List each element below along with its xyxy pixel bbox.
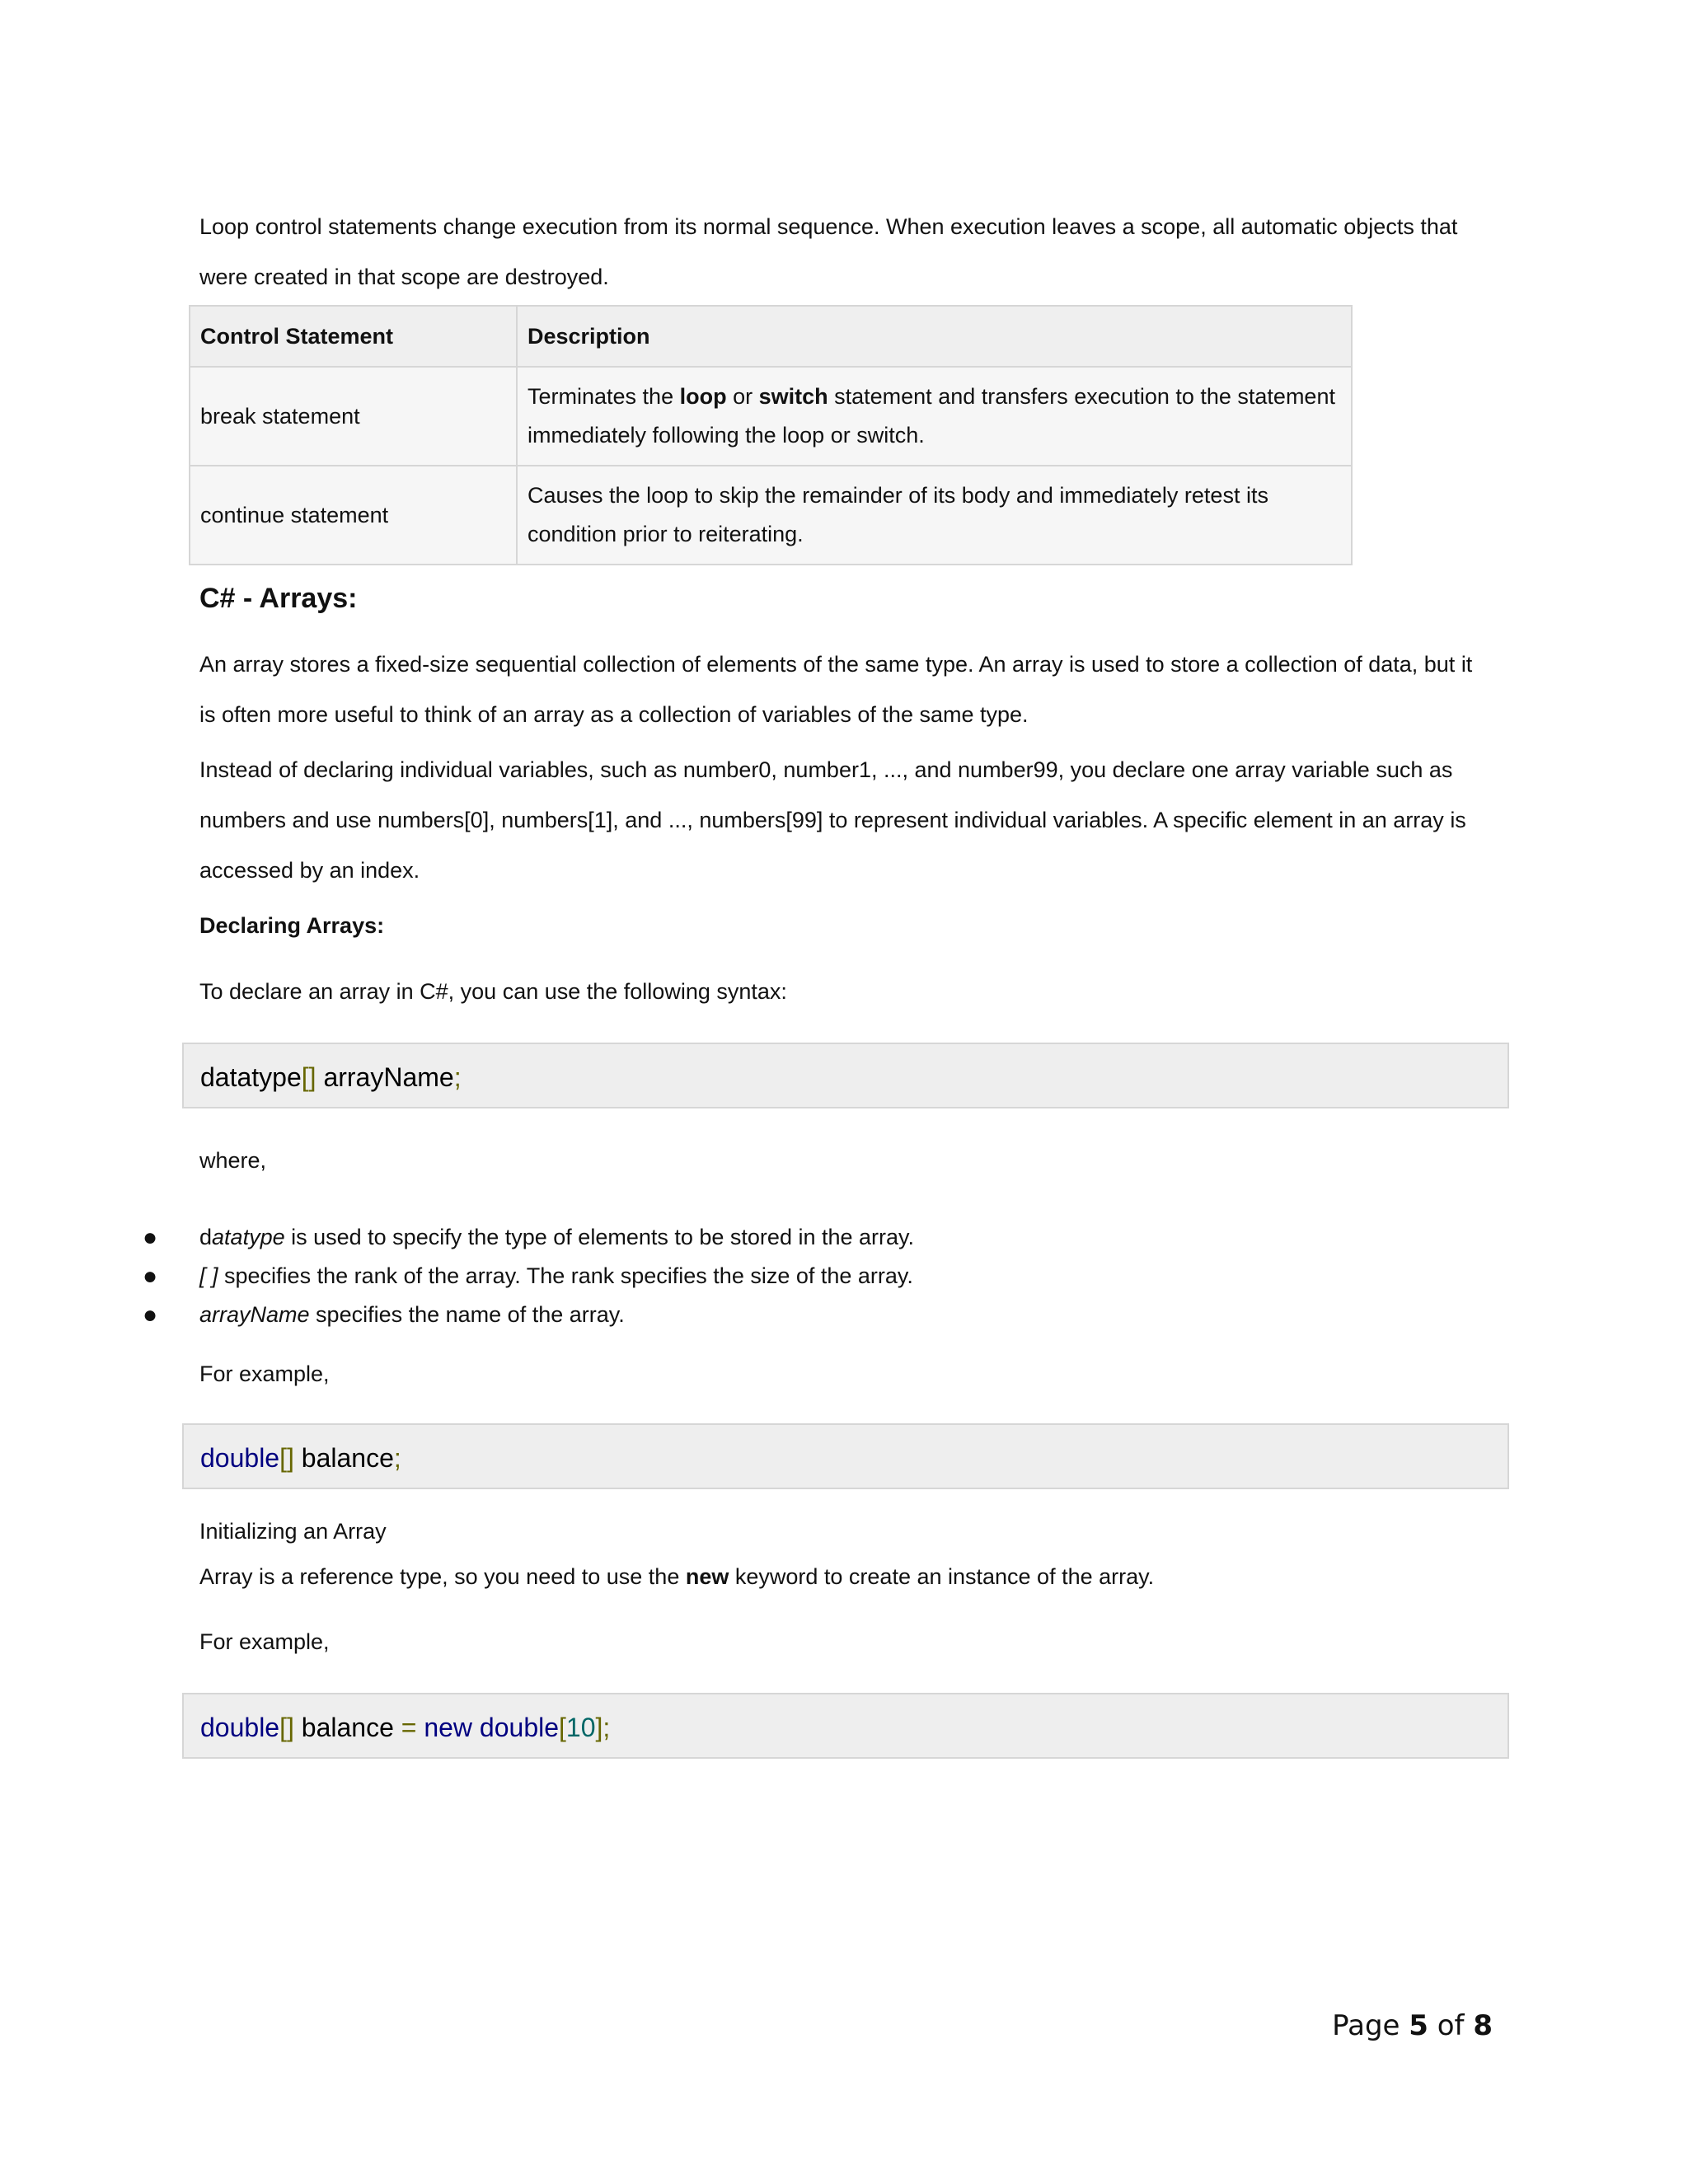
paragraph-line: Instead of declaring individual variables, such as number0, number1, ..., and number99, you declare one array variable such as <box>199 757 1453 782</box>
arrays-paragraph-2 <box>199 745 1485 896</box>
desc-text: or <box>726 384 759 409</box>
bullet-icon: ● <box>142 1301 158 1329</box>
arrays-paragraph-1 <box>199 640 1485 740</box>
list-item <box>142 1296 914 1334</box>
code-token: balance <box>293 1443 394 1473</box>
subheading-declaring-arrays: Declaring Arrays: <box>199 913 385 938</box>
keyword-new: new <box>685 1564 729 1589</box>
paragraph-line: An array stores a fixed-size sequential collection of elements of the same type. An array is used to store a collection of data, but it <box>199 652 1473 677</box>
column-header-control-statement: Control Statement <box>190 306 517 367</box>
description-cell <box>517 367 1352 466</box>
code-token: double <box>200 1443 280 1473</box>
subheading-initializing-array: Initializing an Array <box>199 1519 387 1544</box>
page-number-footer <box>1332 2009 1493 2042</box>
desc-text: Terminates the <box>528 384 680 409</box>
bullet-icon: ● <box>142 1224 158 1251</box>
code-token: balance <box>293 1713 401 1742</box>
for-example-text: For example, <box>199 1361 330 1386</box>
paragraph-text: Array is a reference type, so you need to use the <box>199 1564 686 1589</box>
code-token: ; <box>393 1443 401 1473</box>
table-row <box>190 466 1352 565</box>
bullet-italic: arrayName <box>199 1302 310 1327</box>
desc-bold-loop: loop <box>679 384 727 409</box>
bullet-text: d <box>199 1225 213 1249</box>
code-block-example-init <box>182 1693 1509 1759</box>
code-token: arrayName <box>316 1062 454 1092</box>
code-block-syntax <box>182 1043 1509 1108</box>
bullet-icon: ● <box>142 1263 158 1290</box>
intro-line-1: Loop control statements change execution from its normal sequence. When execution leaves a scope, all automatic objects that <box>199 214 1458 239</box>
initializing-text <box>199 1560 1154 1593</box>
bullet-italic: [ ] <box>199 1263 218 1288</box>
table-row <box>190 367 1352 466</box>
list-item <box>142 1257 914 1296</box>
table-header-row <box>190 306 1352 367</box>
intro-line-2: were created in that scope are destroyed. <box>199 265 609 289</box>
desc-text: condition prior to reiterating. <box>528 522 804 546</box>
footer-text: of <box>1428 2009 1474 2042</box>
desc-text: Causes the loop to skip the remainder of its body and immediately retest its <box>528 483 1268 508</box>
statement-cell: break statement <box>190 367 517 466</box>
description-cell <box>517 466 1352 565</box>
code-token: ; <box>453 1062 462 1092</box>
desc-bold-switch: switch <box>758 384 828 409</box>
code-token: = <box>401 1713 417 1742</box>
column-header-description: Description <box>517 306 1352 367</box>
code-token: datatype <box>200 1062 302 1092</box>
code-token: [] <box>279 1443 294 1473</box>
control-statements-table <box>189 305 1353 565</box>
bullet-text: specifies the rank of the array. The rank specifies the size of the array. <box>218 1263 913 1288</box>
desc-text: immediately following the loop or switch. <box>528 423 925 448</box>
code-token: ]; <box>595 1713 611 1742</box>
bullet-text: is used to specify the type of elements to be stored in the array. <box>284 1225 915 1249</box>
syntax-bullet-list <box>142 1218 915 1334</box>
code-token: [ <box>559 1713 566 1742</box>
code-token: double <box>200 1713 280 1742</box>
paragraph-line: is often more useful to think of an array as a collection of variables of the same type. <box>199 702 1029 727</box>
where-text: where, <box>199 1148 267 1173</box>
code-block-example-declare <box>182 1423 1509 1489</box>
code-token: [] <box>279 1713 294 1742</box>
desc-text: statement and transfers execution to the statement <box>828 384 1335 409</box>
paragraph-text: keyword to create an instance of the array. <box>729 1564 1155 1589</box>
footer-text: Page <box>1332 2009 1409 2042</box>
section-heading-arrays: C# - Arrays: <box>199 583 358 614</box>
total-page-count: 8 <box>1473 2009 1493 2042</box>
current-page-number: 5 <box>1409 2009 1428 2042</box>
code-token: new double <box>416 1713 560 1742</box>
code-token: [] <box>301 1062 316 1092</box>
code-token: 10 <box>565 1713 596 1742</box>
statement-cell: continue statement <box>190 466 517 565</box>
paragraph-line: numbers and use numbers[0], numbers[1], and ..., numbers[99] to represent individual variables. A specific element in an array is <box>199 808 1466 832</box>
bullet-text: specifies the name of the array. <box>309 1302 625 1327</box>
paragraph-line: accessed by an index. <box>199 858 420 883</box>
declaring-intro: To declare an array in C#, you can use the following syntax: <box>199 979 787 1004</box>
bullet-italic: atatype <box>212 1225 285 1249</box>
for-example-text: For example, <box>199 1629 330 1654</box>
list-item <box>142 1218 915 1257</box>
intro-paragraph <box>199 202 1485 302</box>
